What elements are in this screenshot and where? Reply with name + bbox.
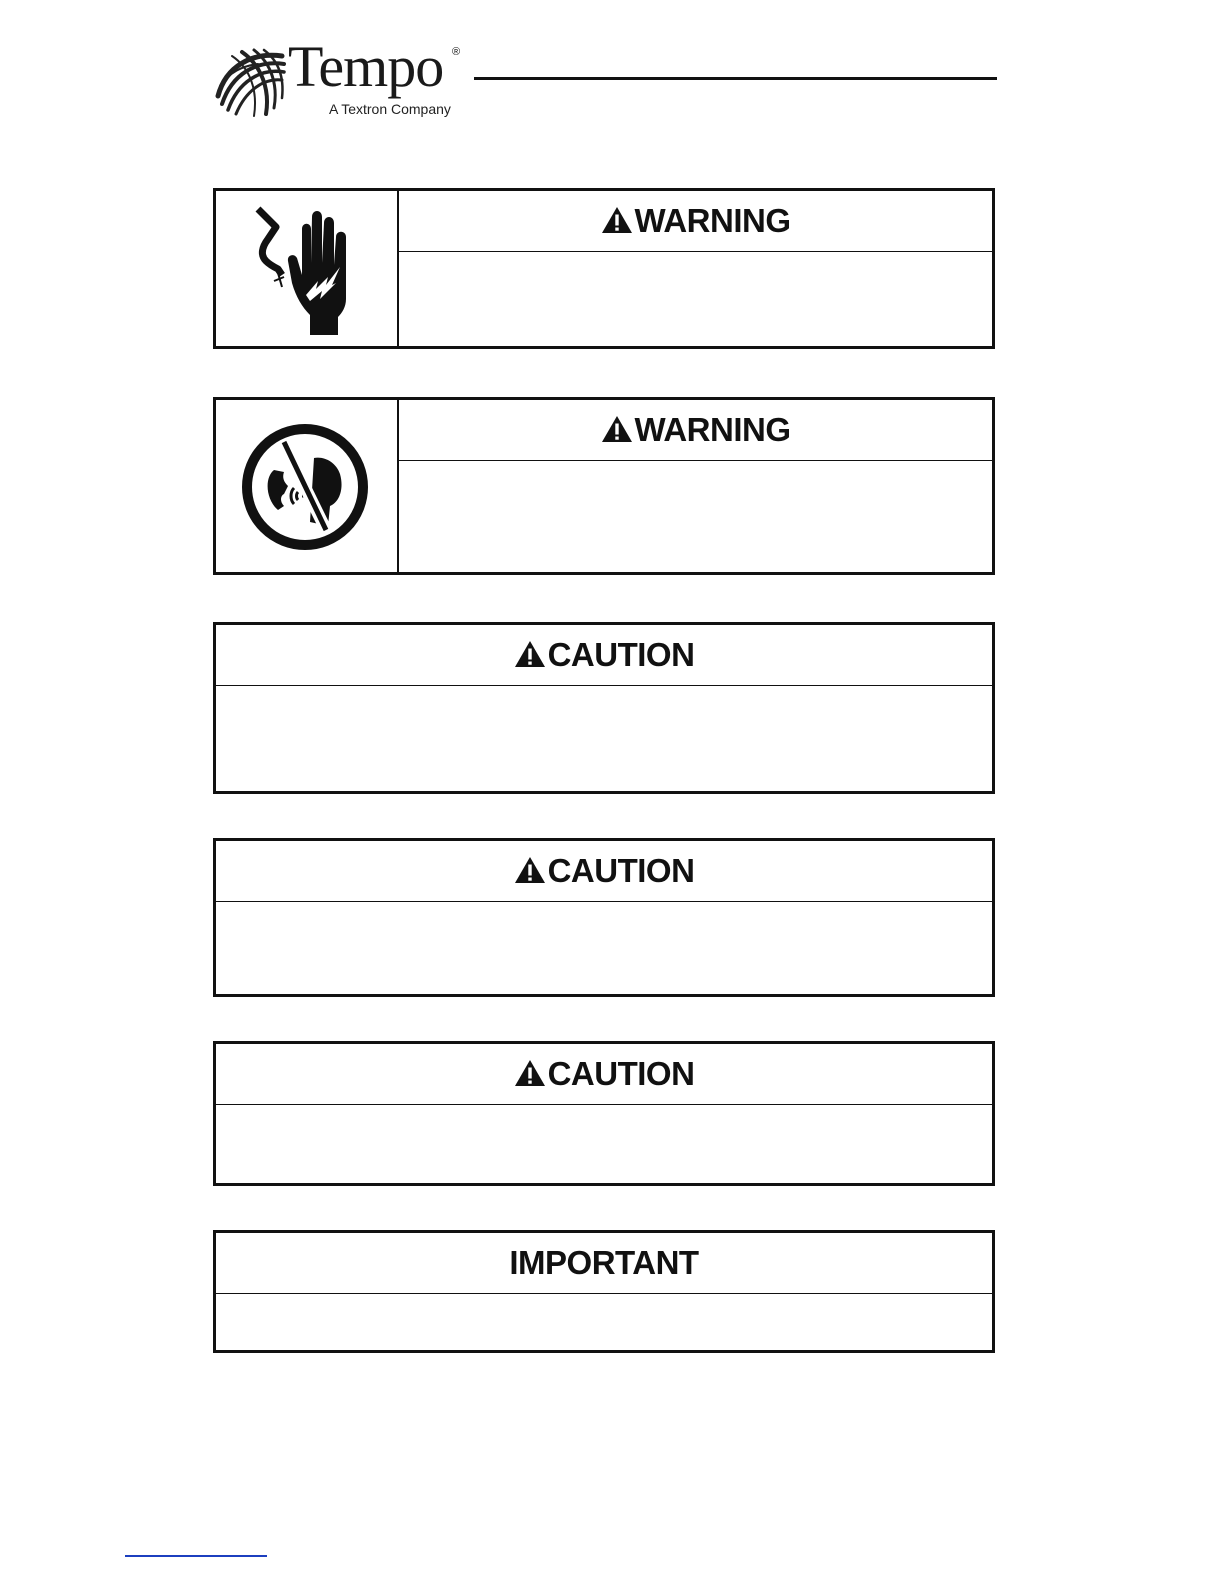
caution-title: [514, 636, 695, 674]
brand-tagline: A Textron Company: [329, 101, 451, 117]
caution-header: [216, 625, 992, 686]
caution-body: [216, 1105, 992, 1125]
alert-triangle-icon: [514, 1059, 546, 1087]
caution-content: [216, 1044, 992, 1183]
alert-triangle-icon: [514, 856, 546, 884]
caution-body: [216, 686, 992, 706]
caution-header: [216, 1044, 992, 1105]
warning-body: [399, 252, 992, 272]
warning-label: WARNING: [634, 202, 791, 239]
caution-box: [213, 622, 995, 794]
registered-mark: ®: [452, 46, 461, 58]
caution-label: CAUTION: [547, 636, 695, 673]
header-rule: [474, 77, 997, 80]
important-title: IMPORTANT: [509, 1244, 699, 1281]
important-box: [213, 1230, 995, 1353]
tempo-logo: [212, 34, 474, 120]
caution-content: [216, 841, 992, 994]
warning-box-electric-shock: [213, 188, 995, 349]
icon-panel: [216, 191, 399, 346]
caution-title: [514, 1055, 695, 1093]
electric-shock-hand-icon: [254, 203, 372, 335]
warning-box-noise: [213, 397, 995, 575]
important-header: [216, 1233, 992, 1294]
icon-panel: [216, 400, 399, 572]
globe-swoosh-icon: [212, 46, 288, 118]
alert-triangle-icon: [601, 415, 633, 443]
warning-content: [399, 191, 992, 346]
no-loud-noise-prohibition-icon: [240, 422, 370, 552]
alert-triangle-icon: [514, 640, 546, 668]
caution-content: [216, 625, 992, 791]
warning-header: [399, 191, 992, 252]
caution-box: [213, 1041, 995, 1186]
important-body: [216, 1294, 992, 1314]
caution-label: CAUTION: [547, 852, 695, 889]
caution-box: [213, 838, 995, 997]
important-content: [216, 1233, 992, 1350]
warning-title: [601, 411, 791, 449]
warning-title: [601, 202, 791, 240]
alert-triangle-icon: [601, 206, 633, 234]
warning-label: WARNING: [634, 411, 791, 448]
warning-body: [399, 461, 992, 481]
caution-header: [216, 841, 992, 902]
caution-title: [514, 852, 695, 890]
caution-label: CAUTION: [547, 1055, 695, 1092]
warning-header: [399, 400, 992, 461]
brand-name: Tempo: [288, 34, 444, 99]
warning-content: [399, 400, 992, 572]
footer-link-underline[interactable]: [125, 1555, 267, 1557]
caution-body: [216, 902, 992, 922]
